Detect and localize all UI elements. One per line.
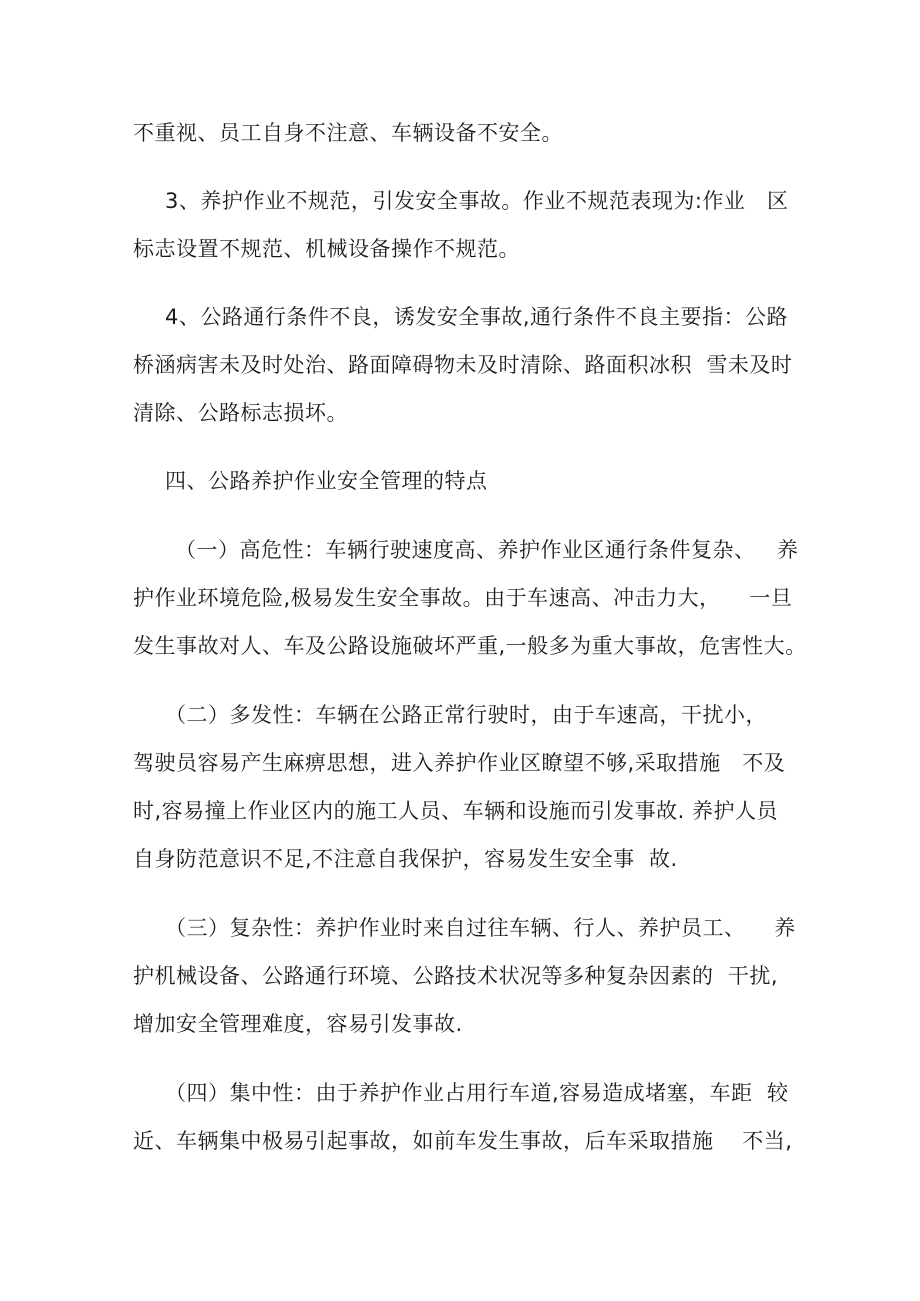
text-line: 清除、公路标志损坏。: [133, 401, 348, 425]
text-line: 3、养护作业不规范，引发安全事故。作业不规范表现为:作业 区: [165, 189, 789, 213]
text-line: （二）多发性：车辆在公路正常行驶时，由于车速高，干扰小，: [165, 703, 767, 727]
text-line: 时,容易撞上作业区内的施工人员、车辆和设施而引发事故. 养护人员: [133, 799, 779, 823]
text-line: 4、公路通行条件不良，诱发安全事故,通行条件不良主要指：公路: [165, 305, 789, 329]
text-line: 近、车辆集中极易引起事故，如前车发生事故，后车采取措施 不当,: [133, 1129, 793, 1153]
text-line: 自身防范意识不足,不注意自我保护，容易发生安全事 故.: [133, 847, 678, 871]
text-line: 发生事故对人、车及公路设施破坏严重,一般多为重大事故，危害性大。: [133, 634, 807, 658]
text-line: 标志设置不规范、机械设备操作不规范。: [133, 237, 520, 261]
text-line: 护机械设备、公路通行环境、公路技术状况等多种复杂因素的 干扰,: [133, 964, 779, 988]
text-line: 桥涵病害未及时处治、路面障碍物未及时清除、路面积冰积 雪未及时: [133, 353, 793, 377]
text-line: （三）复杂性：养护作业时来自过往车辆、行人、养护员工、 养: [165, 916, 796, 940]
text-line: 增加安全管理难度，容易引发事故.: [133, 1012, 463, 1036]
text-line: （四）集中性：由于养护作业占用行车道,容易造成堵塞，车距 较: [165, 1081, 789, 1105]
text-line: 不重视、员工自身不注意、车辆设备不安全。: [133, 121, 563, 145]
text-line: （一）高危性：车辆行驶速度高、养护作业区通行条件复杂、 养: [175, 538, 799, 562]
section-heading: 四、公路养护作业安全管理的特点: [165, 469, 488, 493]
text-line: 护作业环境危险,极易发生安全事故。由于车速高、冲击力大， 一旦: [133, 586, 793, 610]
text-line: 驾驶员容易产生麻痹思想，进入养护作业区瞭望不够,采取措施 不及: [133, 751, 786, 775]
